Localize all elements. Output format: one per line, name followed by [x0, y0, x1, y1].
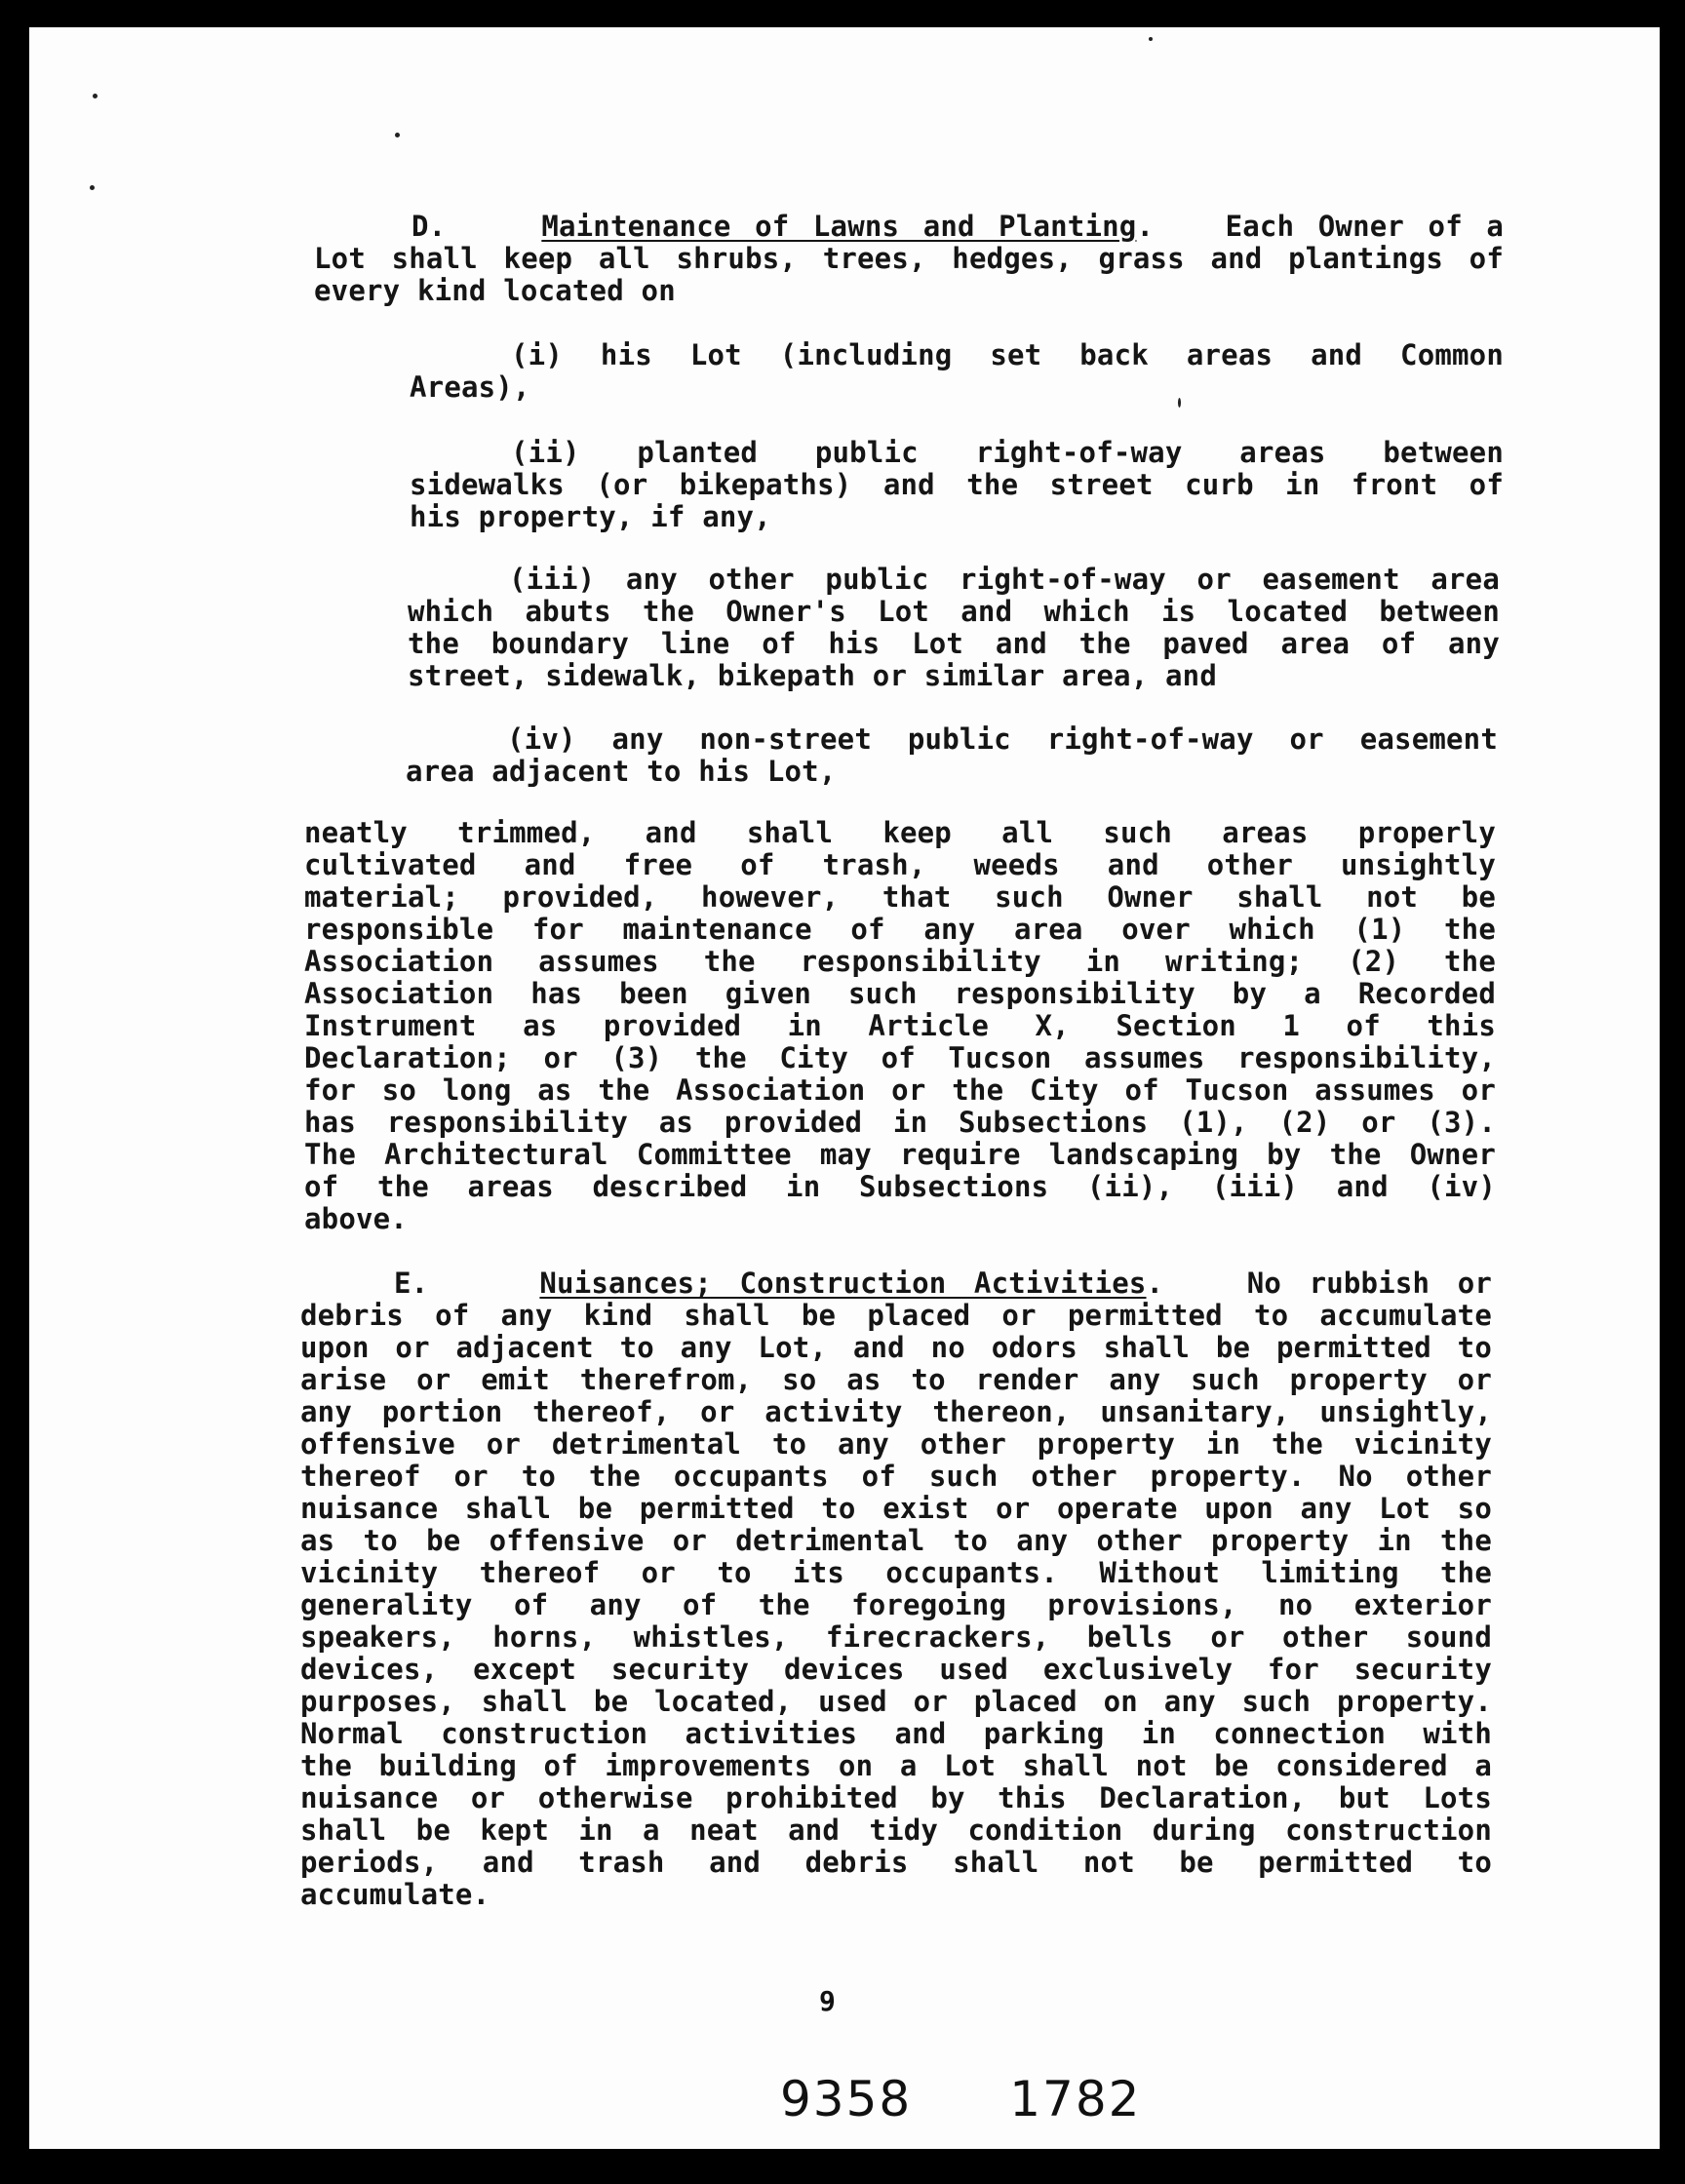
item-line: his property, if any, — [410, 500, 771, 533]
section-e-line: offensive or detrimental to any other property in the vicinity — [300, 1427, 1492, 1461]
section-e-line: as to be offensive or detrimental to any other property in the — [300, 1524, 1492, 1557]
item-line: (ii) planted public right-of-way areas between — [511, 436, 1504, 469]
item-line: the boundary line of his Lot and the paved area of any — [408, 627, 1500, 660]
section-d-item-iv — [406, 723, 1498, 788]
item-line: sidewalks (or bikepaths) and the street curb in front of — [410, 468, 1504, 501]
item-line: street, sidewalk, bikepath or similar area, and — [408, 659, 1217, 692]
section-e-line: shall be kept in a neat and tidy condition during construction — [300, 1814, 1492, 1847]
closing-line: Declaration; or (3) the City of Tucson assumes responsibility, — [304, 1041, 1496, 1074]
item-line: (iii) any other public right-of-way or easement area — [509, 563, 1500, 596]
document-reference-number — [780, 2071, 1142, 2127]
closing-line: has responsibility as provided in Subsections (1), (2) or (3). — [304, 1106, 1496, 1139]
section-d-heading: Maintenance of Lawns and Planting — [541, 210, 1137, 243]
item-line: area adjacent to his Lot, — [406, 755, 837, 788]
closing-line: above. — [304, 1202, 408, 1235]
closing-line: material; provided, however, that such Owner shall not be — [304, 880, 1496, 914]
section-e-line: nuisance shall be permitted to exist or operate upon any Lot so — [300, 1492, 1492, 1525]
section-e-line: the building of improvements on a Lot shall not be considered a — [300, 1749, 1492, 1782]
item-line: (i) his Lot (including set back areas and Common — [511, 338, 1504, 371]
closing-line: neatly trimmed, and shall keep all such areas properly — [304, 816, 1496, 849]
section-d-item-iii — [408, 564, 1500, 692]
section-e-line: generality of any of the foregoing provisions, no exterior — [300, 1588, 1492, 1621]
section-e-line: devices, except security devices used exclusively for security — [300, 1653, 1492, 1686]
closing-line: Association has been given such responsibility by a Recorded — [304, 977, 1496, 1010]
section-d-item-i — [410, 339, 1504, 404]
section-d-item-ii — [410, 437, 1504, 533]
section-e-letter: E. — [394, 1267, 429, 1300]
closing-line: responsible for maintenance of any area over which (1) the — [304, 913, 1496, 946]
item-line: which abuts the Owner's Lot and which is located between — [408, 595, 1500, 628]
section-e-line: debris of any kind shall be placed or permitted to accumulate — [300, 1299, 1492, 1332]
section-e-first-line-rest: No rubbish or — [1246, 1267, 1493, 1300]
section-d-heading-line: D. Maintenance of Lawns and Planting. Each Owner of a — [411, 210, 1505, 243]
section-e-line: upon or adjacent to any Lot, and no odors shall be permitted to — [300, 1331, 1492, 1364]
section-e-line: periods, and trash and debris shall not be permitted to — [300, 1846, 1492, 1879]
section-e — [300, 1268, 1492, 1911]
closing-line: of the areas described in Subsections (ii), (iii) and (iv) — [304, 1170, 1496, 1203]
section-e-line: any portion thereof, or activity thereon, unsanitary, unsightly, — [300, 1395, 1492, 1428]
section-d-intro-line: Each Owner of a — [1225, 210, 1505, 243]
closing-line: cultivated and free of trash, weeds and other unsightly — [304, 848, 1496, 881]
section-d-intro-line: every kind located on — [314, 274, 676, 307]
page-number: 9 — [819, 1985, 836, 2017]
item-line: Areas), — [410, 370, 530, 404]
doc-ref-page: 1782 — [1009, 2071, 1142, 2127]
section-e-heading: Nuisances; Construction Activities — [539, 1267, 1147, 1300]
section-e-line: speakers, horns, whistles, firecrackers, bells or other sound — [300, 1620, 1492, 1654]
section-e-line: thereof or to the occupants of such other property. No other — [300, 1460, 1492, 1493]
section-d-letter: D. — [411, 210, 447, 243]
section-e-line: arise or emit therefrom, so as to render any such property or — [300, 1363, 1492, 1396]
closing-line: The Architectural Committee may require landscaping by the Owner — [304, 1138, 1496, 1171]
section-d-intro-line: Lot shall keep all shrubs, trees, hedges, grass and plantings of — [314, 242, 1504, 275]
doc-ref-book: 9358 — [780, 2071, 913, 2127]
section-e-line: accumulate. — [300, 1878, 490, 1911]
section-d-intro — [314, 243, 1504, 307]
section-e-heading-line: E. Nuisances; Construction Activities. No rubbish or — [394, 1267, 1493, 1300]
closing-line: Association assumes the responsibility in writing; (2) the — [304, 945, 1496, 978]
section-e-line: Normal construction activities and parking in connection with — [300, 1717, 1492, 1750]
closing-line: Instrument as provided in Article X, Section 1 of this — [304, 1009, 1496, 1042]
section-e-line: purposes, shall be located, used or placed on any such property. — [300, 1685, 1492, 1718]
closing-line: for so long as the Association or the City of Tucson assumes or — [304, 1073, 1496, 1107]
item-line: (iv) any non-street public right-of-way or easement — [507, 722, 1498, 756]
section-d-closing — [304, 817, 1496, 1235]
section-e-line: vicinity thereof or to its occupants. Without limiting the — [300, 1556, 1492, 1589]
section-e-line: nuisance or otherwise prohibited by this Declaration, but Lots — [300, 1781, 1492, 1814]
